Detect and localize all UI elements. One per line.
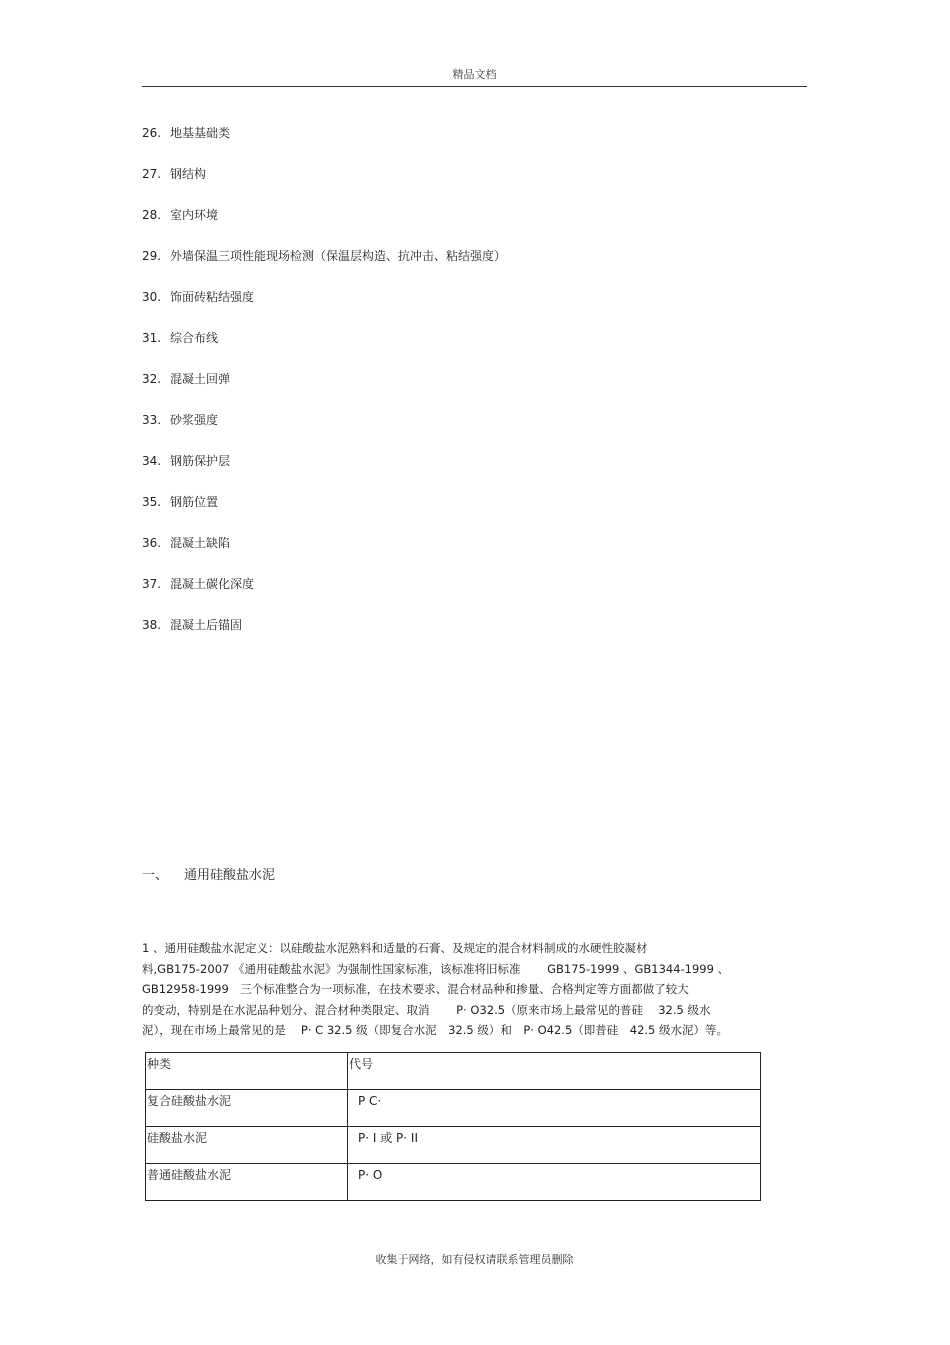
list-item-text: 室内环境	[170, 208, 219, 222]
list-item-text: 混凝土后锚固	[170, 618, 243, 632]
list-item-number: 30.	[142, 290, 162, 304]
list-item	[142, 329, 506, 370]
list-item	[142, 247, 506, 288]
paragraph-line: 料,GB175-2007 《通用硅酸盐水泥》为强制性国家标准，该标准将旧标准 GB175-1999 、GB1344-1999 、	[142, 961, 730, 976]
list-item-text: 混凝土碳化深度	[170, 577, 255, 591]
list-item-text: 钢筋位置	[170, 495, 219, 509]
section-number: 一、	[142, 868, 169, 883]
list-item-number: 38.	[142, 618, 162, 632]
list-item	[142, 411, 506, 452]
list-item-text: 地基基础类	[170, 126, 231, 140]
page-footer: 收集于网络，如有侵权请联系管理员删除	[375, 1253, 574, 1266]
list-item-number: 35.	[142, 495, 162, 509]
list-item-number: 31.	[142, 331, 162, 345]
list-item-text: 外墙保温三项性能现场检测（保温层构造、抗冲击、粘结强度）	[170, 249, 507, 263]
section-heading	[142, 864, 275, 883]
section-title: 通用硅酸盐水泥	[184, 868, 276, 883]
cement-type-table	[145, 1052, 761, 1201]
list-item-text: 钢筋保护层	[170, 454, 231, 468]
table-cell: P· O	[348, 1164, 761, 1201]
table-cell: 复合硅酸盐水泥	[146, 1090, 348, 1127]
list-item	[142, 575, 506, 616]
list-item-number: 37.	[142, 577, 162, 591]
list-item-number: 34.	[142, 454, 162, 468]
list-item	[142, 534, 506, 575]
list-item-number: 28.	[142, 208, 162, 222]
paragraph-line: 泥），现在市场上最常见的是 P· C 32.5 级（即复合水泥 32.5 级）和 P· O42.5（即普硅 42.5 级水泥）等。	[142, 1023, 729, 1037]
list-item-number: 29.	[142, 249, 162, 263]
list-item-text: 综合布线	[170, 331, 219, 345]
table-header-cell: 种类	[146, 1053, 348, 1090]
list-item-number: 32.	[142, 372, 162, 386]
list-item-number: 33.	[142, 413, 162, 427]
table-cell: 普通硅酸盐水泥	[146, 1164, 348, 1201]
list-item	[142, 452, 506, 493]
definition-paragraph	[142, 938, 798, 1041]
list-item	[142, 370, 506, 411]
paragraph-line: 1 、通用硅酸盐水泥定义：以硅酸盐水泥熟料和适量的石膏、及规定的混合材料制成的水硬性胶凝材	[142, 941, 648, 955]
paragraph-line: GB12958-1999 三个标准整合为一项标准，在技术要求、混合材品种和掺量、合格判定等方面都做了较大	[142, 982, 689, 996]
list-item	[142, 124, 506, 165]
table-row	[146, 1127, 761, 1164]
list-item-text: 饰面砖粘结强度	[170, 290, 255, 304]
table-row	[146, 1090, 761, 1127]
list-item-text: 钢结构	[170, 167, 207, 181]
list-item-number: 36.	[142, 536, 162, 550]
table-cell: P· I 或 P· II	[348, 1127, 761, 1164]
table-header-row	[146, 1053, 761, 1090]
header-divider	[142, 86, 807, 87]
table-header-cell: 代号	[348, 1053, 761, 1090]
list-item-text: 混凝土回弹	[170, 372, 231, 386]
list-item	[142, 493, 506, 534]
list-item-text: 砂浆强度	[170, 413, 219, 427]
table-row	[146, 1164, 761, 1201]
list-item-number: 27.	[142, 167, 162, 181]
test-item-list	[142, 124, 506, 657]
paragraph-line: 的变动，特别是在水泥品种划分、混合材种类限定、取消 P· O32.5（原来市场上最常见的普硅 32.5 级水	[142, 1002, 711, 1017]
table-cell: 硅酸盐水泥	[146, 1127, 348, 1164]
list-item-text: 混凝土缺陷	[170, 536, 231, 550]
list-item	[142, 165, 506, 206]
table-cell: P C·	[348, 1090, 761, 1127]
list-item	[142, 616, 506, 657]
list-item-number: 26.	[142, 126, 162, 140]
page-header-title: 精品文档	[452, 68, 497, 81]
list-item	[142, 206, 506, 247]
list-item	[142, 288, 506, 329]
